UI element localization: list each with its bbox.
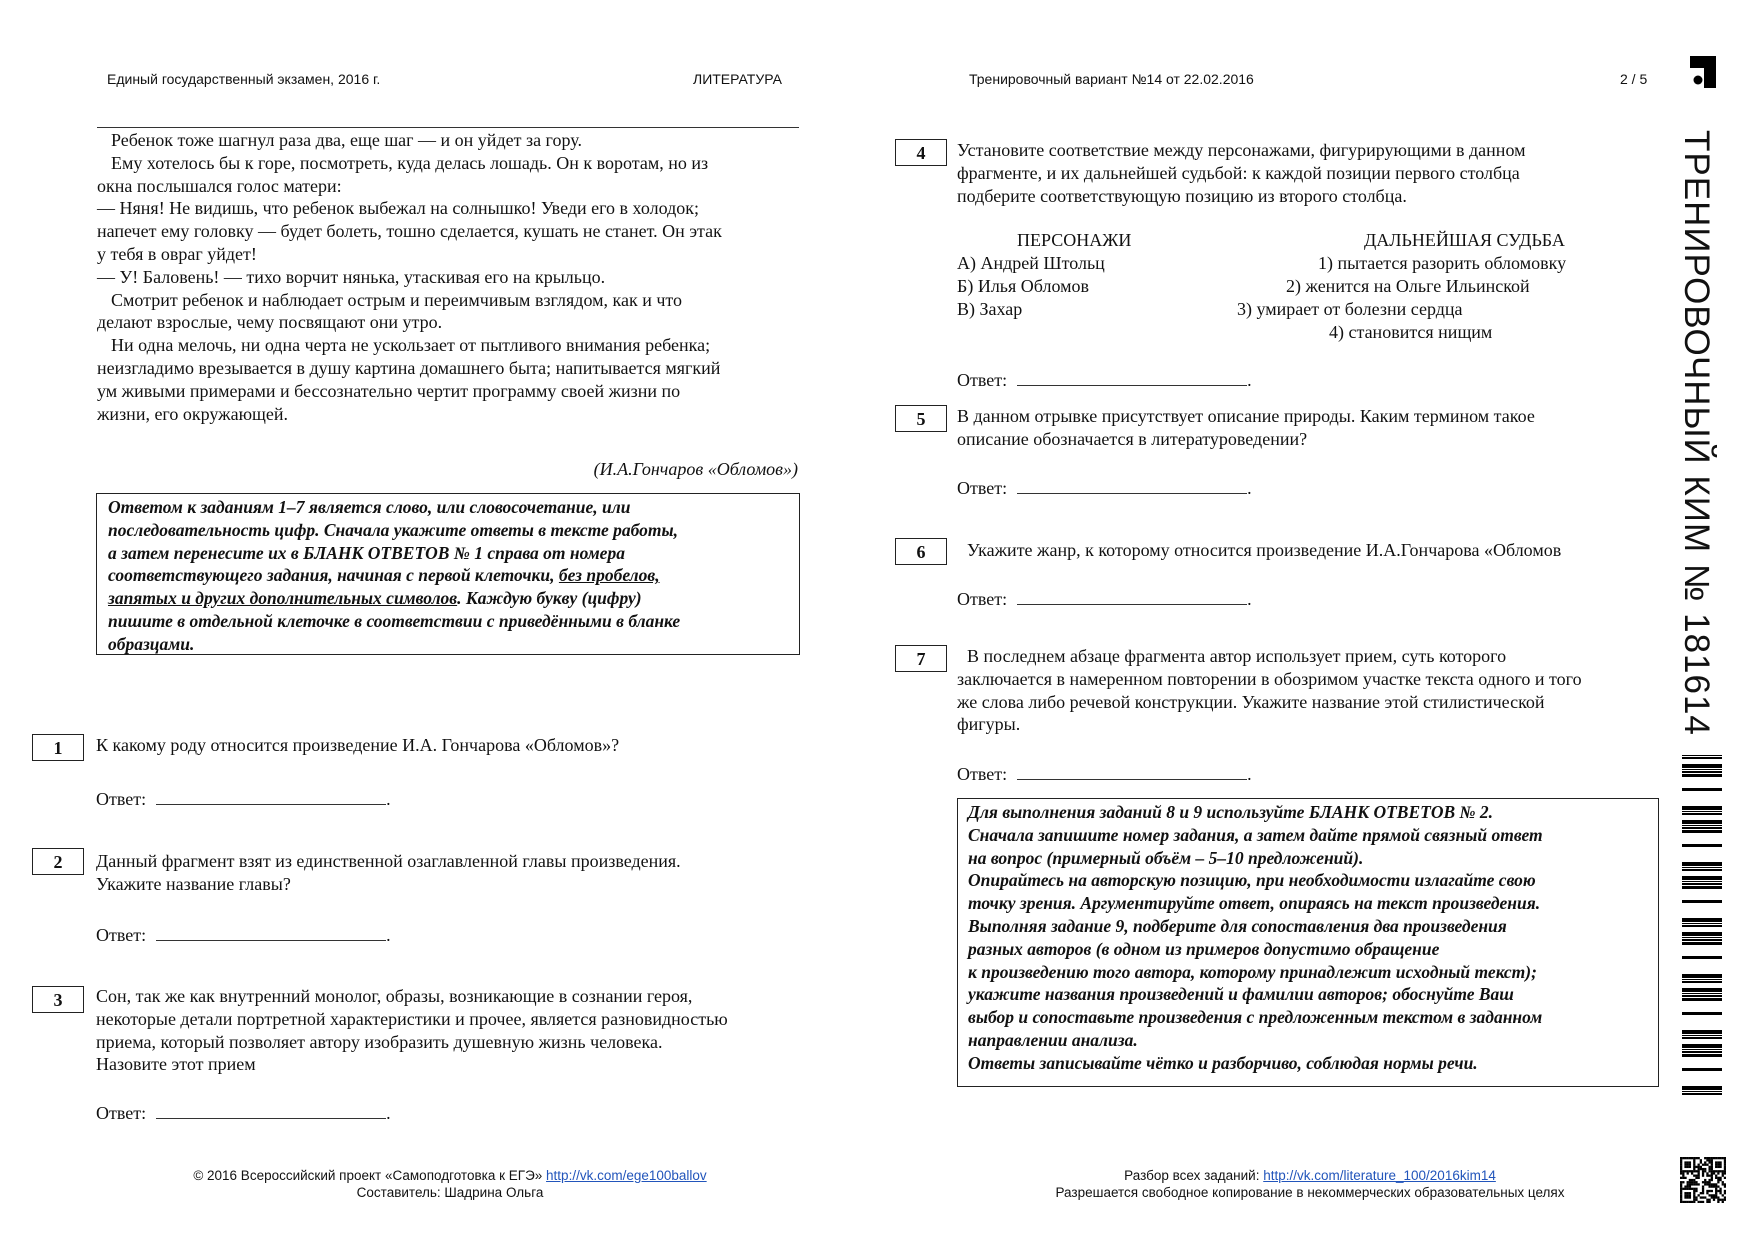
answer-period: . (386, 789, 391, 809)
instruction-underlined: запятых и других дополнительных символов (108, 588, 458, 609)
instruction-line: укажите названия произведений и фамилии авторов; обоснуйте Ваш (968, 984, 1514, 1005)
question-line: описание обозначается в литературоведении? (957, 428, 1308, 449)
character-item: В) Захар (957, 298, 1023, 319)
question-6-text (967, 539, 1561, 562)
answer-line[interactable] (1017, 761, 1247, 780)
text-line: окна послышался голос матери: (97, 175, 342, 196)
answer-field-5[interactable] (957, 475, 1252, 499)
answer-period: . (1247, 589, 1252, 609)
instruction-line: пишите в отдельной клеточке в соответствии с приведёнными в бланке (108, 610, 681, 631)
instruction-line: к произведению того автора, которому принадлежит исходный текст); (968, 961, 1537, 982)
instruction-line: на вопрос (примерный объём – 5–10 предложений). (968, 847, 1364, 868)
question-line: Сон, так же как внутренний монолог, образы, возникающие в сознании героя, (96, 986, 693, 1006)
footer-copy-note: Разрешается свободное копирование в некоммерческих образовательных целях (1055, 1185, 1565, 1200)
text-line: — У! Баловень! — тихо ворчит нянька, утаскивая его на крыльцо. (97, 266, 606, 287)
footer-copyright: © 2016 Всероссийский проект «Самоподготовка к ЕГЭ» (193, 1168, 547, 1183)
matching-characters (957, 252, 1105, 320)
question-number-6: 6 (895, 538, 947, 565)
matching-col2-header: ДАЛЬНЕЙШАЯ СУДЬБА (1364, 230, 1565, 250)
fate-item: 2) женится на Ольге Ильинской (1286, 276, 1530, 296)
instruction-underlined: без пробелов, (558, 565, 660, 586)
question-1-text (96, 734, 619, 757)
question-number-7: 7 (895, 645, 947, 672)
question-number-2: 2 (32, 848, 84, 875)
side-title: ТРЕНИРОВОЧНЫЙ КИМ № 181614 (1677, 130, 1716, 736)
answer-label: Ответ: (96, 1103, 147, 1123)
answer-label: Ответ: (96, 925, 147, 945)
character-item: А) Андрей Штольц (957, 253, 1105, 273)
answer-line[interactable] (1017, 475, 1247, 494)
answer-field-1[interactable] (96, 786, 391, 810)
answer-label: Ответ: (957, 589, 1008, 609)
instruction-line: соответствующего задания, начиная с первой клеточки, (108, 565, 559, 586)
footer-left (100, 1167, 800, 1201)
question-line: Данный фрагмент взят из единственной озаглавленной главы произведения. (96, 851, 681, 871)
answer-field-6[interactable] (957, 586, 1252, 610)
answer-field-7[interactable] (957, 761, 1252, 785)
text-top-rule (97, 127, 799, 128)
character-item: Б) Илья Обломов (957, 275, 1090, 296)
text-line: — Няня! Не видишь, что ребенок выбежал на солнышко! Уведи его в холодок; (97, 198, 699, 219)
footer-link-vk-ege[interactable]: http://vk.com/ege100ballov (546, 1168, 707, 1183)
header-subject: ЛИТЕРАТУРА (693, 71, 782, 87)
footer-link-vk-literature[interactable]: http://vk.com/literature_100/2016kim14 (1263, 1168, 1496, 1183)
text-line: ум живыми примерами и бессознательно чертит программу своей жизни по (97, 380, 681, 401)
instruction-line: Ответом к заданиям 1–7 является слово, или словосочетание, или (108, 497, 631, 517)
text-line: делают взрослые, чему посвящают они утро. (97, 312, 443, 333)
fate-item: 4) становится нищим (1329, 322, 1493, 342)
instruction-line: направлении анализа. (968, 1029, 1138, 1050)
answer-line[interactable] (1017, 586, 1247, 605)
question-2-text (96, 850, 681, 896)
answer-field-2[interactable] (96, 922, 391, 946)
source-citation: (И.А.Гончаров «Обломов») (593, 459, 798, 479)
header-variant: Тренировочный вариант №14 от 22.02.2016 (969, 71, 1254, 87)
instruction-line: Для выполнения заданий 8 и 9 используйте БЛАНК ОТВЕТОВ № 2. (968, 802, 1494, 822)
fate-item: 3) умирает от болезни сердца (1237, 299, 1463, 319)
footer-review-label: Разбор всех заданий: (1124, 1168, 1264, 1183)
question-line: Установите соответствие между персонажами, фигурирующими в данном (957, 140, 1526, 160)
answer-field-4[interactable] (957, 367, 1252, 391)
instruction-box (96, 493, 800, 655)
answer-period: . (1247, 764, 1252, 784)
question-number-5: 5 (895, 405, 947, 432)
answer-line[interactable] (156, 922, 386, 941)
text-line: неизгладимо врезывается в душу картина домашнего быта; напитывается мягкий (97, 357, 721, 378)
question-line: К какому роду относится произведение И.А. Гончарова «Обломов»? (96, 735, 620, 755)
instruction-line: выбор и сопоставьте произведения с предложенным текстом в заданном (968, 1007, 1543, 1028)
text-line: жизни, его окружающей. (97, 403, 288, 424)
fate-item: 1) пытается разорить обломовку (1318, 253, 1567, 273)
answer-line[interactable] (156, 786, 386, 805)
instruction-line: Сначала запишите номер задания, а затем дайте прямой связный ответ (968, 824, 1543, 845)
instruction-line: Ответы записывайте чётко и разборчиво, соблюдая нормы речи. (968, 1052, 1478, 1073)
question-line: В последнем абзаце фрагмента автор использует прием, суть которого (967, 646, 1507, 666)
qr-code-icon (1680, 1157, 1726, 1203)
answer-period: . (1247, 370, 1252, 390)
question-line: фрагменте, и их дальнейшей судьбой: к каждой позиции первого столбца (957, 162, 1520, 183)
text-line: Смотрит ребенок и наблюдает острым и переимчивым взглядом, как и что (111, 289, 683, 310)
footer-right (980, 1167, 1640, 1201)
question-5-text (957, 405, 1535, 451)
text-line: Ребенок тоже шагнул раза два, еще шаг — и он уйдет за гору. (111, 130, 582, 150)
footer-author: Составитель: Шадрина Ольга (356, 1185, 544, 1200)
instruction-line: точку зрения. Аргументируйте ответ, опираясь на текст произведения. (968, 893, 1541, 914)
answer-label: Ответ: (957, 764, 1008, 784)
text-line: у тебя в овраг уйдет! (97, 243, 257, 264)
instruction-line: разных авторов (в одном из примеров допустимо обращение (968, 938, 1440, 959)
question-7-text (957, 645, 1582, 736)
question-4-text (957, 139, 1526, 207)
answer-line[interactable] (156, 1100, 386, 1119)
question-line: Укажите название главы? (96, 873, 291, 894)
question-line: некоторые детали портретной характеристики и прочее, является разновидностью (96, 1008, 728, 1029)
instruction-line: . Каждую букву (цифру) (457, 588, 642, 609)
instruction-line: а затем перенесите их в БЛАНК ОТВЕТОВ № 1 справа от номера (108, 542, 625, 563)
question-line: Укажите жанр, к которому относится произведение И.А.Гончарова «Обломов (967, 540, 1562, 560)
text-line: напечет ему головку — будет болеть, тошно сделается, кушать не станет. Он этак (97, 221, 722, 242)
question-number-1: 1 (32, 734, 84, 761)
answer-line[interactable] (1017, 367, 1247, 386)
header-exam: Единый государственный экзамен, 2016 г. (107, 71, 381, 87)
literary-text (97, 129, 799, 425)
instruction-line: последовательность цифр. Сначала укажите ответы в тексте работы, (108, 519, 679, 540)
instruction-line: Выполняя задание 9, подберите для сопоставления два произведения (968, 915, 1507, 936)
question-3-text (96, 985, 728, 1076)
answer-period: . (386, 1103, 391, 1123)
header-page-number: 2 / 5 (1620, 71, 1648, 87)
answer-field-3[interactable] (96, 1100, 391, 1124)
question-number-3: 3 (32, 986, 84, 1013)
barcode-icon (1682, 755, 1722, 1100)
answer-period: . (386, 925, 391, 945)
text-line: Ему хотелось бы к горе, посмотреть, куда делась лошадь. Он к воротам, но из (111, 152, 709, 173)
question-line: В данном отрывке присутствует описание природы. Каким термином такое (957, 406, 1535, 426)
answer-label: Ответ: (957, 370, 1008, 390)
question-line: же слова либо речевой конструкции. Укажите название этой стилистической (957, 691, 1545, 712)
answer-label: Ответ: (96, 789, 147, 809)
answer-label: Ответ: (957, 478, 1008, 498)
instruction-line: Опирайтесь на авторскую позицию, при необходимости излагайте свою (968, 870, 1536, 891)
question-line: Назовите этот прием (96, 1054, 256, 1075)
question-line: приема, который позволяет автору изобразить душевную жизнь человека. (96, 1031, 663, 1052)
question-line: фигуры. (957, 714, 1021, 735)
question-line: заключается в намеренном повторении в обозримом участке текста одного и того (957, 668, 1582, 689)
question-line: подберите соответствующую позицию из второго столбца. (957, 185, 1407, 206)
matching-col1-header: ПЕРСОНАЖИ (1017, 230, 1132, 250)
answer-period: . (1247, 478, 1252, 498)
corner-mark-icon (1690, 56, 1716, 88)
instruction-box-2 (957, 798, 1659, 1087)
question-number-4: 4 (895, 139, 947, 166)
text-line: Ни одна мелочь, ни одна черта не ускользает от пытливого внимания ребенка; (111, 335, 711, 356)
instruction-line: образцами. (108, 633, 195, 654)
